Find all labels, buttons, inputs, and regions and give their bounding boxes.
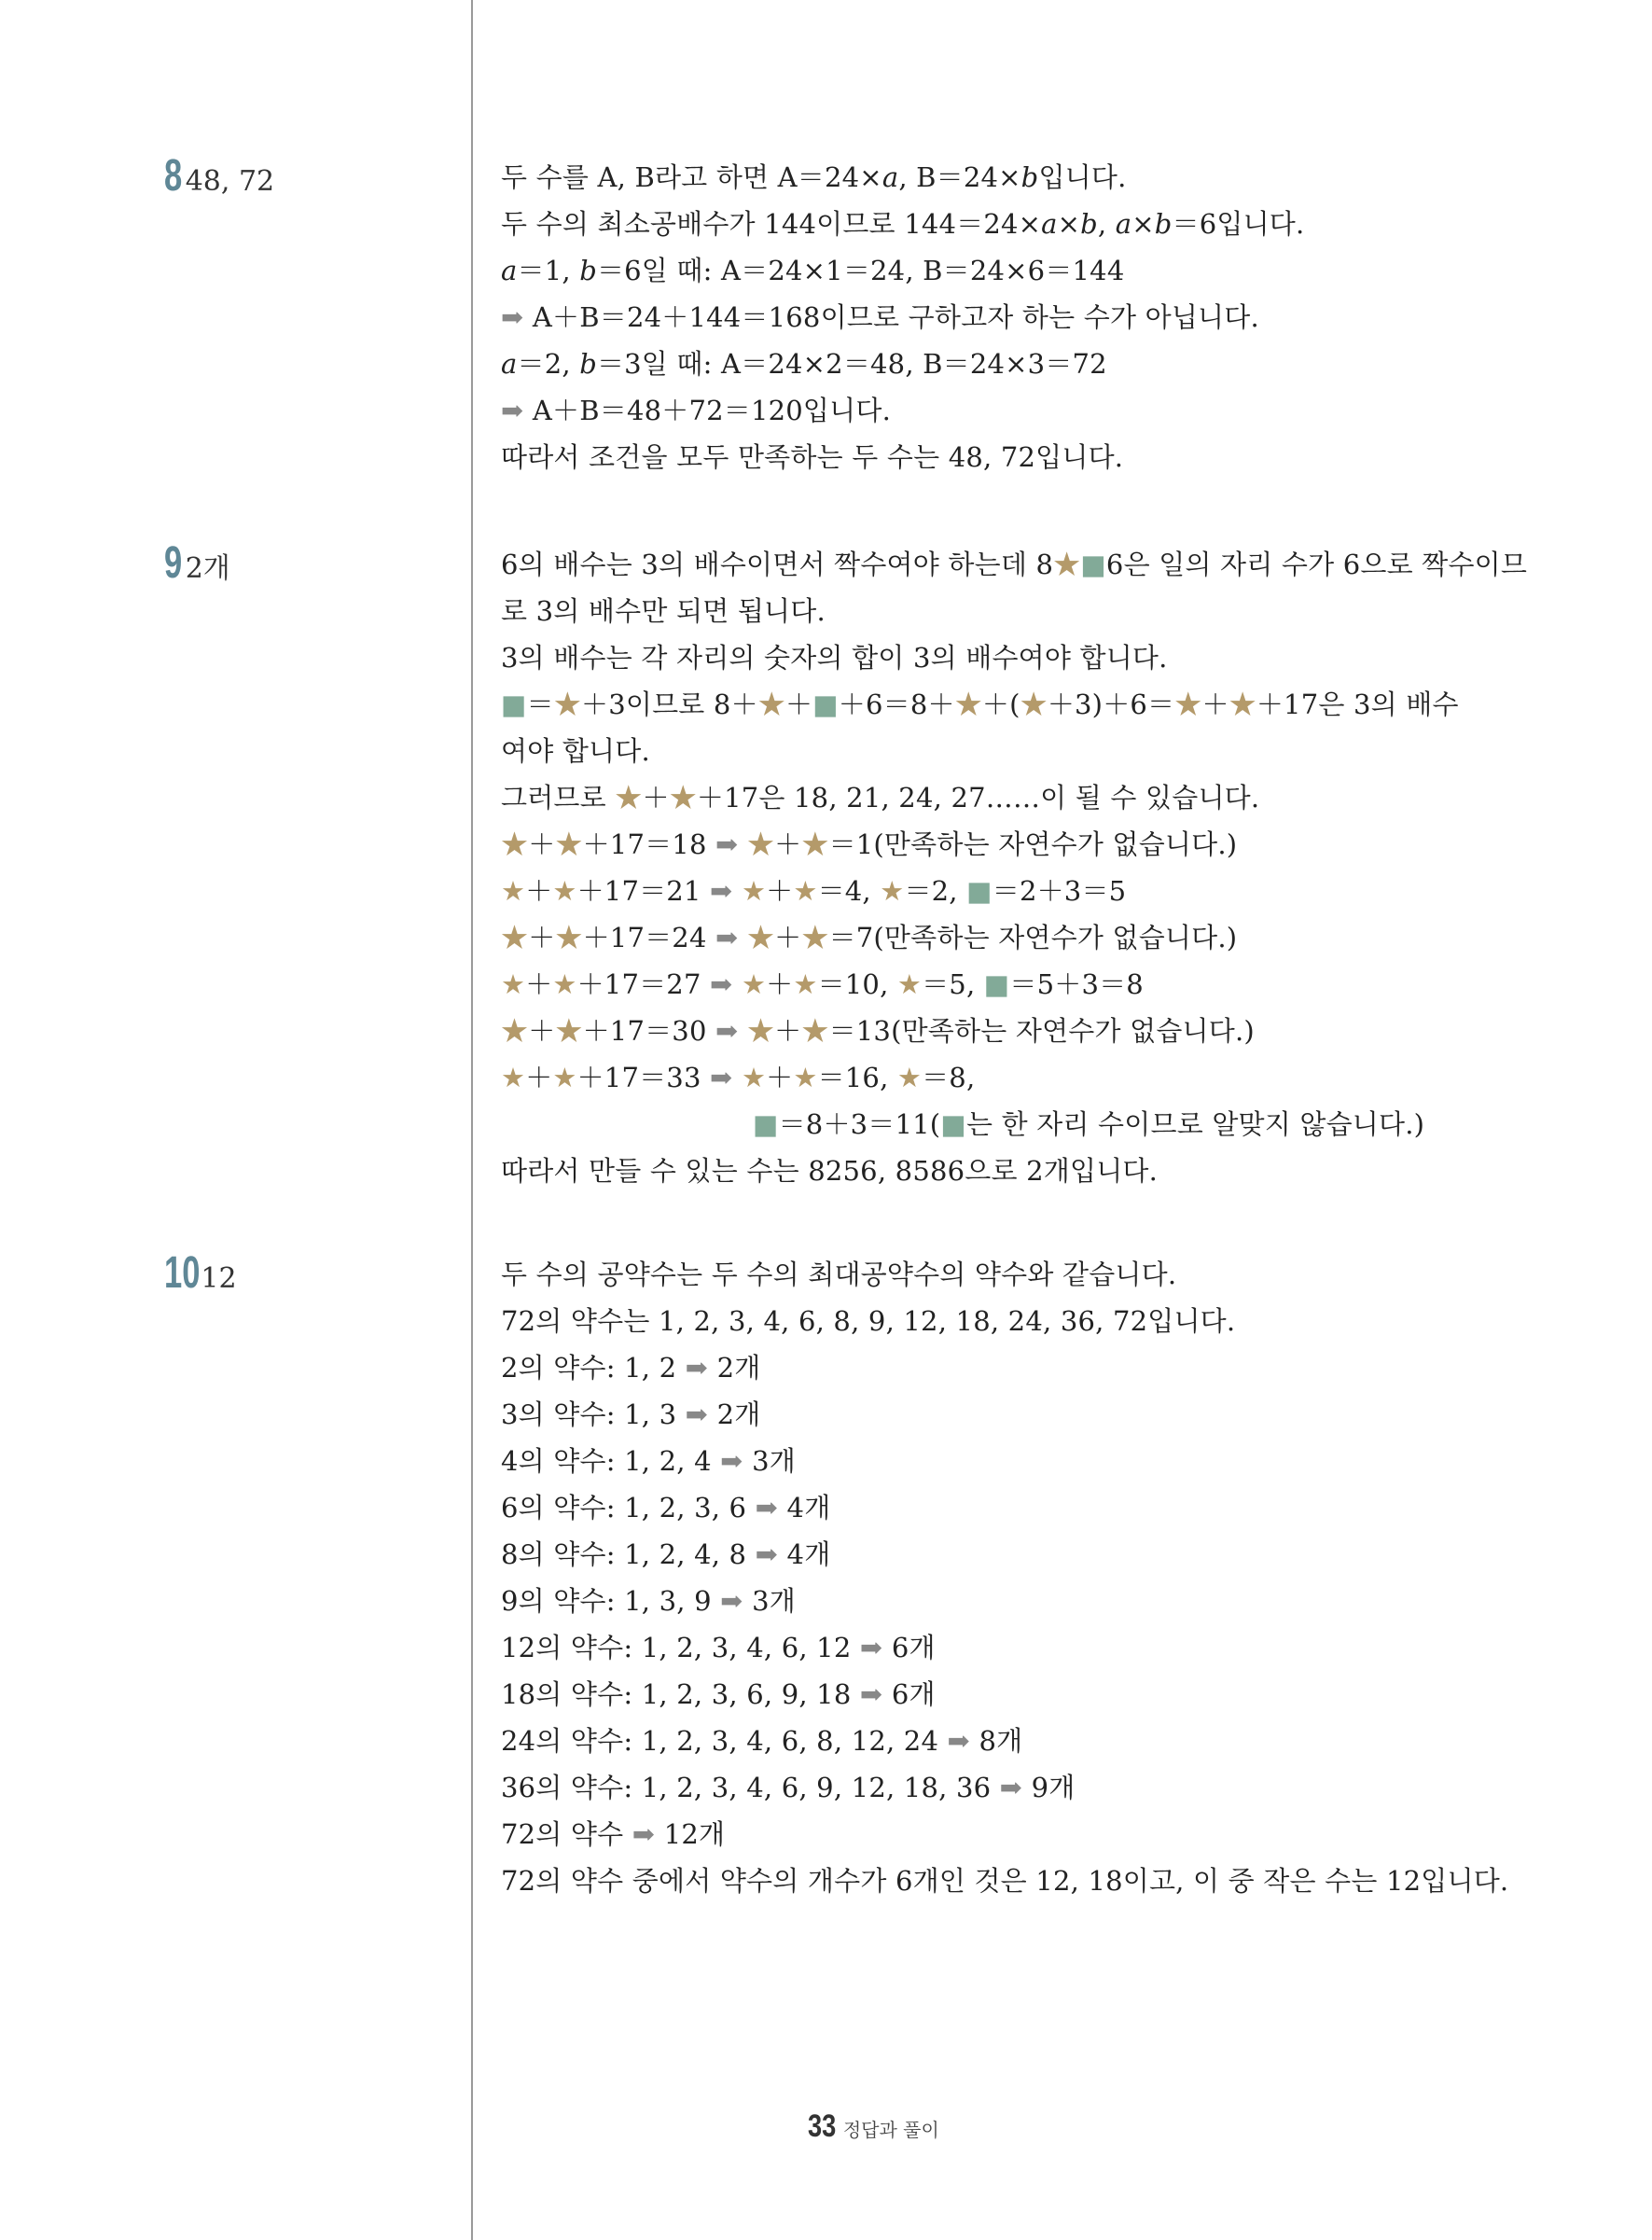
solution-line [501, 201, 1304, 247]
line-text: ＝1(만족하는 자연수가 없습니다.) [828, 828, 1238, 860]
line-text: 6은 일의 자리 수가 6으로 짝수이므 [1105, 549, 1528, 580]
line-text [739, 828, 747, 860]
star-icon: ★ [669, 782, 697, 814]
star-icon: ★ [746, 1015, 775, 1047]
line-text: 그러므로 [501, 782, 616, 814]
solution-line [501, 914, 1527, 961]
line-text: 3의 약수: 1, 3 [501, 1398, 686, 1430]
solution-line [501, 1298, 1508, 1344]
line-text: 여야 합니다. [501, 735, 650, 767]
italic-variable: a [1115, 208, 1132, 240]
solution-line [501, 434, 1304, 480]
line-text: 12개 [655, 1818, 726, 1850]
line-text: 4개 [778, 1492, 831, 1523]
line-text: 3개 [743, 1445, 796, 1477]
problem-answer: 48, 72 [185, 165, 275, 198]
star-icon: ★ [793, 1062, 818, 1093]
line-text: 6개 [882, 1678, 936, 1710]
footer-label: 정답과 풀이 [842, 2119, 939, 2141]
solution-line [501, 1671, 1508, 1718]
star-icon: ★ [555, 922, 583, 953]
line-text: A＋B＝48＋72＝120입니다. [523, 395, 891, 426]
indent-spacer [501, 1108, 753, 1140]
square-icon: ■ [1080, 549, 1106, 580]
arrow-icon: ➡ [632, 1818, 656, 1850]
solution-lines [501, 541, 1527, 1194]
arrow-icon: ➡ [715, 828, 739, 860]
square-icon: ■ [812, 689, 839, 720]
solution-line [501, 1008, 1527, 1054]
arrow-icon: ➡ [755, 1538, 779, 1570]
solution-line [501, 1054, 1527, 1101]
solution-line [501, 1531, 1508, 1578]
star-icon: ★ [501, 828, 529, 860]
problem-answer: 2개 [185, 552, 230, 585]
italic-variable: a [501, 348, 518, 380]
arrow-icon: ➡ [715, 922, 739, 953]
solution-line [501, 541, 1527, 588]
line-text: ＋ [766, 1062, 794, 1093]
line-text: ＝3일 때: A＝24×2＝48, B＝24×3＝72 [596, 348, 1107, 380]
line-text: ＋ [774, 922, 802, 953]
star-icon: ★ [954, 689, 982, 720]
star-icon: ★ [555, 828, 583, 860]
square-icon: ■ [983, 968, 1010, 1000]
line-text: ＋3)＋6＝ [1047, 689, 1175, 720]
line-text: ＝16, [817, 1062, 897, 1093]
star-icon: ★ [1053, 549, 1081, 580]
arrow-icon: ➡ [685, 1352, 709, 1384]
line-text: ＝2, [904, 875, 967, 907]
line-text: ＋ [774, 828, 802, 860]
problem-number: 10 [164, 1248, 201, 1298]
italic-variable: b [1154, 208, 1173, 240]
solution-line [501, 1578, 1508, 1624]
star-icon: ★ [552, 875, 577, 907]
line-text: ＋ [766, 968, 794, 1000]
star-icon: ★ [501, 922, 529, 953]
line-text: ＋ [766, 875, 794, 907]
line-text: ＋3이므로 8＋ [581, 689, 758, 720]
line-text: 로 3의 배수만 되면 됩니다. [501, 595, 826, 627]
line-text: 12의 약수: 1, 2, 3, 4, 6, 12 [501, 1632, 860, 1663]
line-text: 두 수를 A, B라고 하면 A＝24× [501, 161, 882, 193]
arrow-icon: ➡ [685, 1398, 709, 1430]
line-text: ＝7(만족하는 자연수가 없습니다.) [828, 922, 1238, 953]
solution-line [501, 341, 1304, 387]
arrow-icon: ➡ [755, 1492, 779, 1523]
line-text [739, 922, 747, 953]
line-text: ＋( [981, 689, 1020, 720]
arrow-icon: ➡ [999, 1772, 1023, 1803]
star-icon: ★ [741, 1062, 767, 1093]
line-text: ＋17＝24 [582, 922, 716, 953]
line-text: , B＝24× [898, 161, 1021, 193]
line-text: ＝6입니다. [1172, 208, 1305, 240]
line-text: 8의 약수: 1, 2, 4, 8 [501, 1538, 756, 1570]
star-icon: ★ [501, 875, 526, 907]
italic-variable: a [1041, 208, 1058, 240]
line-text: 두 수의 최소공배수가 144이므로 144＝24× [501, 208, 1042, 240]
problem-header [164, 1248, 237, 1298]
star-icon: ★ [555, 1015, 583, 1047]
arrow-icon: ➡ [720, 1585, 743, 1617]
solution-line [501, 1764, 1508, 1811]
line-text: 2개 [708, 1398, 761, 1430]
solution-line [501, 774, 1527, 821]
solution-line [501, 1718, 1508, 1764]
star-icon: ★ [1020, 689, 1048, 720]
line-text: ＝5, [922, 968, 984, 1000]
line-text: A＋B＝24＋144＝168이므로 구하고자 하는 수가 아닙니다. [523, 301, 1259, 333]
line-text: ＝2＋3＝5 [992, 875, 1127, 907]
star-icon: ★ [501, 968, 526, 1000]
arrow-icon: ➡ [710, 875, 733, 907]
line-text [733, 875, 742, 907]
line-text: 4의 약수: 1, 2, 4 [501, 1445, 721, 1477]
line-text [739, 1015, 747, 1047]
line-text: ＋ [528, 1015, 556, 1047]
italic-variable: b [579, 255, 597, 286]
line-text: ＝4, [817, 875, 881, 907]
solution-lines [501, 154, 1304, 480]
italic-variable: a [882, 161, 899, 193]
solution-line [501, 1391, 1508, 1438]
vertical-divider [471, 0, 473, 2240]
star-icon: ★ [1174, 689, 1202, 720]
star-icon: ★ [793, 968, 818, 1000]
line-text: 18의 약수: 1, 2, 3, 6, 9, 18 [501, 1678, 860, 1710]
line-text: 는 한 자리 수이므로 알맞지 않습니다.) [965, 1108, 1425, 1140]
star-icon: ★ [793, 875, 818, 907]
line-text: ＝13(만족하는 자연수가 없습니다.) [828, 1015, 1255, 1047]
italic-variable: b [1080, 208, 1098, 240]
line-text: ＋ [528, 922, 556, 953]
problem-number: 8 [164, 151, 183, 201]
problem-number: 9 [164, 538, 183, 588]
line-text: ＋17＝18 [582, 828, 716, 860]
star-icon: ★ [801, 828, 829, 860]
line-text: ＋ [525, 968, 553, 1000]
solution-line [501, 1484, 1508, 1531]
line-text: ＋17＝27 [576, 968, 711, 1000]
line-text: ＋ [528, 828, 556, 860]
line-text: ＝1, [517, 255, 580, 286]
line-text: 2의 약수: 1, 2 [501, 1352, 686, 1384]
line-text: 따라서 조건을 모두 만족하는 두 수는 48, 72입니다. [501, 441, 1124, 473]
star-icon: ★ [801, 922, 829, 953]
arrow-icon: ➡ [710, 1062, 733, 1093]
star-icon: ★ [501, 1015, 529, 1047]
line-text: 2개 [708, 1352, 761, 1384]
italic-variable: b [579, 348, 597, 380]
line-text: ＝ [526, 689, 554, 720]
arrow-icon: ➡ [501, 301, 524, 333]
line-text: 9개 [1022, 1772, 1076, 1803]
star-icon: ★ [896, 1062, 923, 1093]
line-text: 6의 배수는 3의 배수이면서 짝수여야 하는데 8 [501, 549, 1054, 580]
solution-line [501, 1344, 1508, 1391]
line-text: 8개 [970, 1725, 1023, 1757]
solution-line [501, 387, 1304, 434]
line-text: ＋ [642, 782, 670, 814]
line-text: ＝8＋3＝11( [778, 1108, 941, 1140]
solution-line [501, 1101, 1527, 1148]
star-icon: ★ [1229, 689, 1256, 720]
line-text: 72의 약수는 1, 2, 3, 4, 6, 8, 9, 12, 18, 24, 36, 72입니다. [501, 1305, 1236, 1337]
line-text: , [1097, 208, 1116, 240]
star-icon: ★ [615, 782, 643, 814]
line-text: 3개 [743, 1585, 796, 1617]
solution-line [501, 1251, 1508, 1298]
line-text: ＋ [784, 689, 813, 720]
italic-variable: a [501, 255, 518, 286]
line-text: × [1131, 208, 1155, 240]
solution-line [501, 1857, 1508, 1904]
solution-line [501, 868, 1527, 914]
star-icon: ★ [880, 875, 905, 907]
line-text: ＋17＝30 [582, 1015, 716, 1047]
solution-line [501, 728, 1527, 774]
line-text: 6의 약수: 1, 2, 3, 6 [501, 1492, 756, 1523]
star-icon: ★ [757, 689, 785, 720]
problem-header [164, 538, 230, 588]
solution-line [501, 154, 1304, 201]
star-icon: ★ [741, 968, 767, 1000]
solution-line [501, 294, 1304, 341]
line-text: ＝10, [817, 968, 897, 1000]
solution-line [501, 1624, 1508, 1671]
page-number: 33 [808, 2108, 837, 2144]
line-text: 따라서 만들 수 있는 수는 8256, 8586으로 2개입니다. [501, 1155, 1159, 1187]
arrow-icon: ➡ [710, 968, 733, 1000]
star-icon: ★ [746, 922, 775, 953]
square-icon: ■ [753, 1108, 779, 1140]
line-text: ＋6＝8＋ [838, 689, 955, 720]
star-icon: ★ [553, 689, 582, 720]
line-text: ＋ [1201, 689, 1229, 720]
star-icon: ★ [552, 968, 577, 1000]
arrow-icon: ➡ [947, 1725, 971, 1757]
line-text: ＋ [525, 875, 553, 907]
solution-lines [501, 1251, 1508, 1904]
solution-line [501, 681, 1527, 728]
line-text: 4개 [778, 1538, 831, 1570]
line-text: ＋ [525, 1062, 553, 1093]
problem-header [164, 151, 275, 201]
solution-line [501, 821, 1527, 868]
line-text: ＝2, [517, 348, 580, 380]
line-text: ＝5＋3＝8 [1009, 968, 1144, 1000]
arrow-icon: ➡ [859, 1678, 883, 1710]
star-icon: ★ [552, 1062, 577, 1093]
line-text: 36의 약수: 1, 2, 3, 4, 6, 9, 12, 18, 36 [501, 1772, 1000, 1803]
line-text: 입니다. [1038, 161, 1127, 193]
line-text: 24의 약수: 1, 2, 3, 4, 6, 8, 12, 24 [501, 1725, 948, 1757]
line-text [733, 968, 742, 1000]
square-icon: ■ [501, 689, 527, 720]
line-text: 3의 배수는 각 자리의 숫자의 합이 3의 배수여야 합니다. [501, 642, 1168, 674]
solution-line [501, 588, 1527, 634]
arrow-icon: ➡ [715, 1015, 739, 1047]
solution-line [501, 634, 1527, 681]
line-text: 6개 [882, 1632, 936, 1663]
star-icon: ★ [896, 968, 923, 1000]
line-text: ＝8, [922, 1062, 976, 1093]
italic-variable: b [1020, 161, 1039, 193]
solution-line [501, 961, 1527, 1008]
problem-answer: 12 [201, 1262, 237, 1295]
line-text: ＝6일 때: A＝24×1＝24, B＝24×6＝144 [596, 255, 1125, 286]
arrow-icon: ➡ [859, 1632, 883, 1663]
star-icon: ★ [501, 1062, 526, 1093]
star-icon: ★ [801, 1015, 829, 1047]
line-text: 72의 약수 [501, 1818, 632, 1850]
star-icon: ★ [741, 875, 767, 907]
solution-line [501, 1438, 1508, 1484]
line-text: ＋17＝21 [576, 875, 711, 907]
line-text: 두 수의 공약수는 두 수의 최대공약수의 약수와 같습니다. [501, 1259, 1177, 1290]
star-icon: ★ [746, 828, 775, 860]
page-footer [808, 2108, 939, 2145]
line-text: ＋17은 3의 배수 [1256, 689, 1459, 720]
solution-line [501, 1148, 1527, 1194]
line-text [733, 1062, 742, 1093]
line-text: ＋17은 18, 21, 24, 27……이 될 수 있습니다. [696, 782, 1260, 814]
line-text: 9의 약수: 1, 3, 9 [501, 1585, 721, 1617]
square-icon: ■ [940, 1108, 966, 1140]
solution-line [501, 247, 1304, 294]
line-text: ＋17＝33 [576, 1062, 711, 1093]
arrow-icon: ➡ [720, 1445, 743, 1477]
line-text: ＋ [774, 1015, 802, 1047]
line-text: 72의 약수 중에서 약수의 개수가 6개인 것은 12, 18이고, 이 중 작은 수는 12입니다. [501, 1865, 1509, 1897]
solution-line [501, 1811, 1508, 1857]
arrow-icon: ➡ [501, 395, 524, 426]
square-icon: ■ [966, 875, 993, 907]
line-text: × [1057, 208, 1081, 240]
